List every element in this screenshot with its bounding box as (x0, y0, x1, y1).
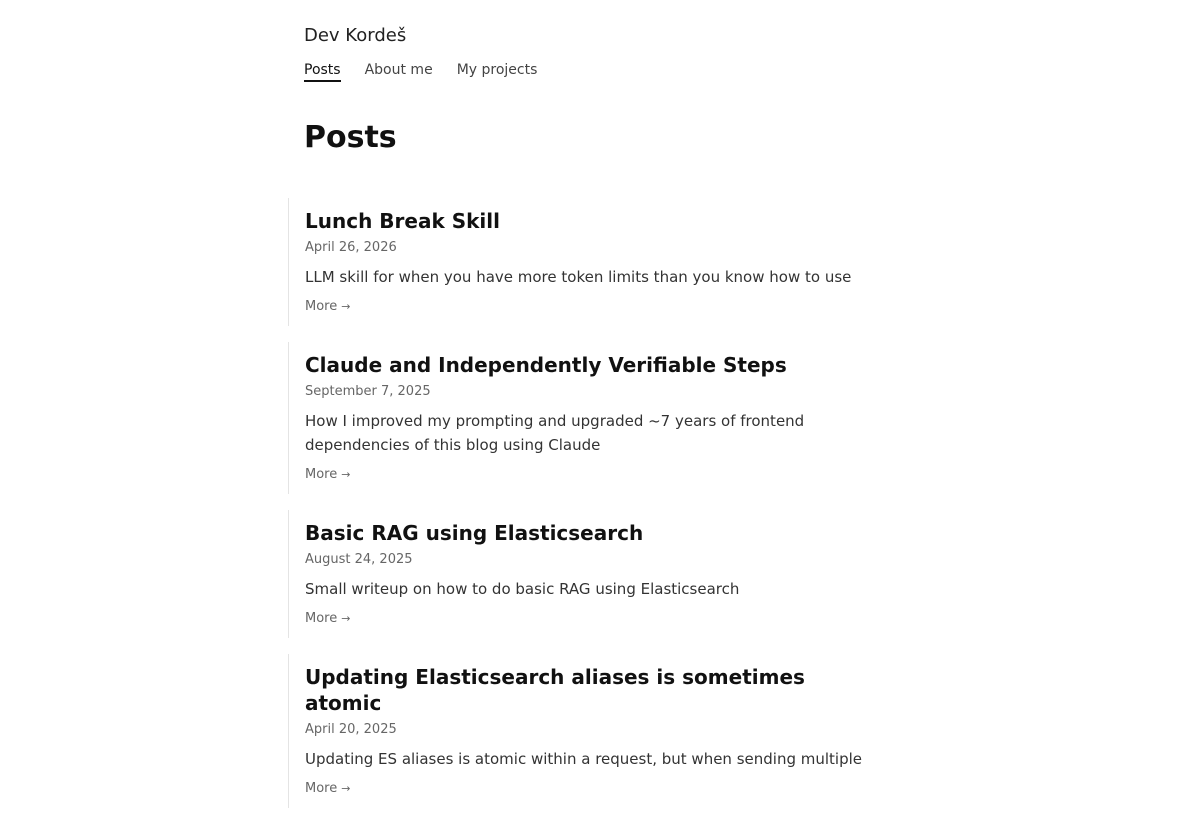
post-more-label: More (305, 611, 338, 626)
post-item (288, 198, 868, 326)
post-summary: LLM skill for when you have more token limits than you know how to use (305, 268, 852, 286)
arrow-right-icon: → (341, 612, 351, 625)
arrow-right-icon: → (341, 300, 351, 313)
post-more-link[interactable] (305, 611, 350, 626)
post-summary: Updating ES aliases is atomic within a request, but when sending multiple (305, 750, 862, 768)
post-more-link[interactable] (305, 781, 350, 796)
post-title[interactable]: Basic RAG using Elasticsearch (305, 521, 644, 545)
nav-about-me[interactable]: About me (364, 62, 433, 78)
post-date: April 20, 2025 (305, 722, 397, 737)
post-summary: How I improved my prompting and upgraded ~7 years of frontend dependencies of this blog using Claude (305, 412, 805, 454)
nav-my-projects[interactable]: My projects (456, 62, 538, 78)
post-list (288, 198, 868, 824)
post-more-link[interactable] (305, 299, 350, 314)
post-item (288, 510, 868, 638)
post-more-label: More (305, 781, 338, 796)
nav-posts[interactable]: Posts (304, 62, 341, 82)
arrow-right-icon: → (341, 782, 351, 795)
post-title[interactable]: Claude and Independently Verifiable Steps (305, 353, 787, 377)
post-date: August 24, 2025 (305, 552, 413, 567)
post-more-link[interactable] (305, 467, 350, 482)
main-nav (304, 62, 537, 82)
arrow-right-icon: → (341, 468, 351, 481)
post-summary: Small writeup on how to do basic RAG using Elasticsearch (305, 580, 740, 598)
post-more-label: More (305, 299, 338, 314)
post-date: September 7, 2025 (305, 384, 431, 399)
post-title[interactable]: Lunch Break Skill (305, 209, 500, 233)
page-title: Posts (304, 120, 397, 155)
post-more-label: More (305, 467, 338, 482)
post-title[interactable]: Updating Elasticsearch aliases is sometimes atomic (305, 665, 805, 715)
post-item (288, 654, 868, 808)
site-title[interactable]: Dev Kordeš (304, 25, 407, 46)
post-date: April 26, 2026 (305, 240, 397, 255)
post-item (288, 342, 868, 494)
